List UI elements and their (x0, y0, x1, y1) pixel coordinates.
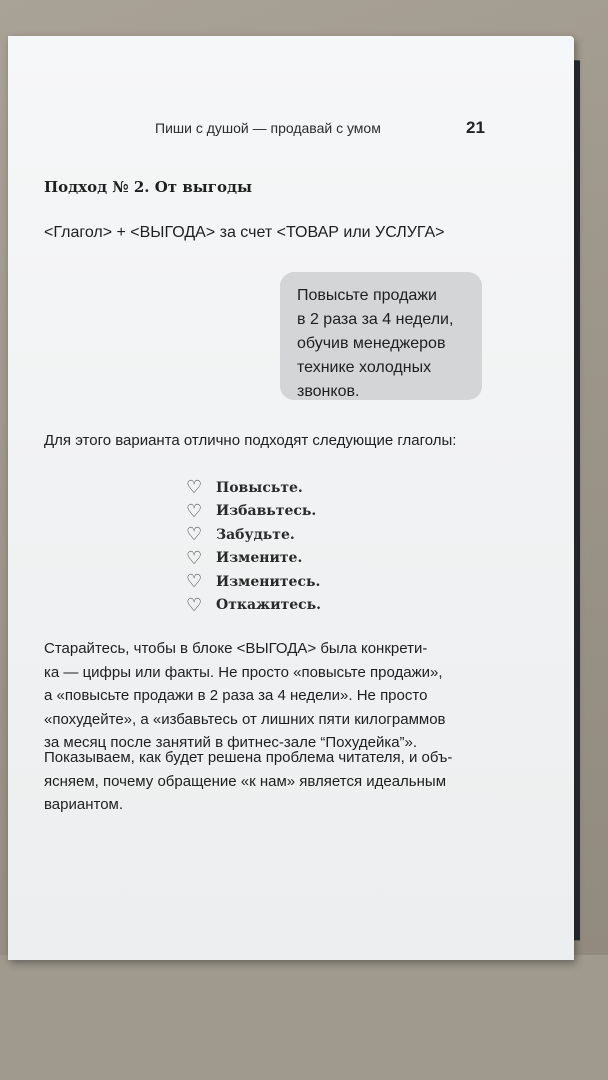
bubble-line: Повысьте продажи (297, 287, 437, 304)
bubble-line: обучив менеджеров (297, 335, 446, 352)
running-header-title: Пиши с душой — продавай с умом (155, 120, 381, 136)
verb-label: Повысьте. (216, 479, 303, 496)
heart-outline-icon: ♡ (186, 477, 203, 499)
paragraph-line: а «повысьте продажи в 2 раза за 4 недели». Не просто (44, 687, 428, 704)
bubble-line: в 2 раза за 4 недели, (297, 311, 454, 328)
verb-label: Изменитесь. (216, 573, 321, 590)
intro-text: Для этого варианта отлично подходят следующие глаголы: (44, 432, 457, 449)
paragraph-line: Показываем, как будет решена проблема читателя, и объ- (44, 749, 453, 766)
bubble-line: звонков. (297, 383, 360, 400)
verb-label: Измените. (216, 550, 303, 567)
example-bubble-text (297, 284, 477, 404)
example-bubble (280, 272, 482, 400)
paragraph-line: «похудейте», а «избавьтесь от лишних пяти килограммов (44, 710, 446, 728)
paragraph-line: за месяц после занятий в фитнес-зале “Похудейка”». (44, 734, 418, 751)
list-item (186, 500, 321, 524)
heart-outline-icon: ♡ (186, 524, 203, 546)
paragraph-specifics (44, 637, 446, 755)
paragraph-line: Старайтесь, чтобы в блоке <ВЫГОДА> была конкрети- (44, 640, 428, 657)
verb-label: Откажитесь. (216, 597, 322, 614)
list-item (186, 594, 321, 618)
page-number: 21 (466, 118, 485, 137)
list-item (186, 523, 321, 547)
heart-outline-icon: ♡ (186, 594, 203, 616)
paragraph-explanation (44, 746, 452, 817)
heart-outline-icon: ♡ (186, 571, 203, 593)
verb-label: Забудьте. (216, 526, 295, 543)
verb-label: Избавьтесь. (216, 503, 317, 520)
verb-list (186, 476, 321, 617)
paragraph-line: ясняем, почему обращение «к нам» является идеальным (44, 772, 447, 790)
table-surface (0, 955, 608, 1080)
section-heading: Подход № 2. От выгоды (44, 178, 253, 196)
bubble-line: технике холодных (297, 359, 432, 376)
paragraph-line: ка — цифры или факты. Не просто «повысьте продажи», (44, 663, 443, 681)
list-item (186, 570, 321, 594)
heart-outline-icon: ♡ (186, 547, 203, 569)
heart-outline-icon: ♡ (186, 500, 203, 522)
list-item (186, 476, 321, 500)
list-item (186, 547, 321, 571)
formula-line: <Глагол> + <ВЫГОДА> за счет <ТОВАР или УСЛУГА> (44, 224, 445, 241)
paragraph-line: вариантом. (44, 796, 124, 813)
